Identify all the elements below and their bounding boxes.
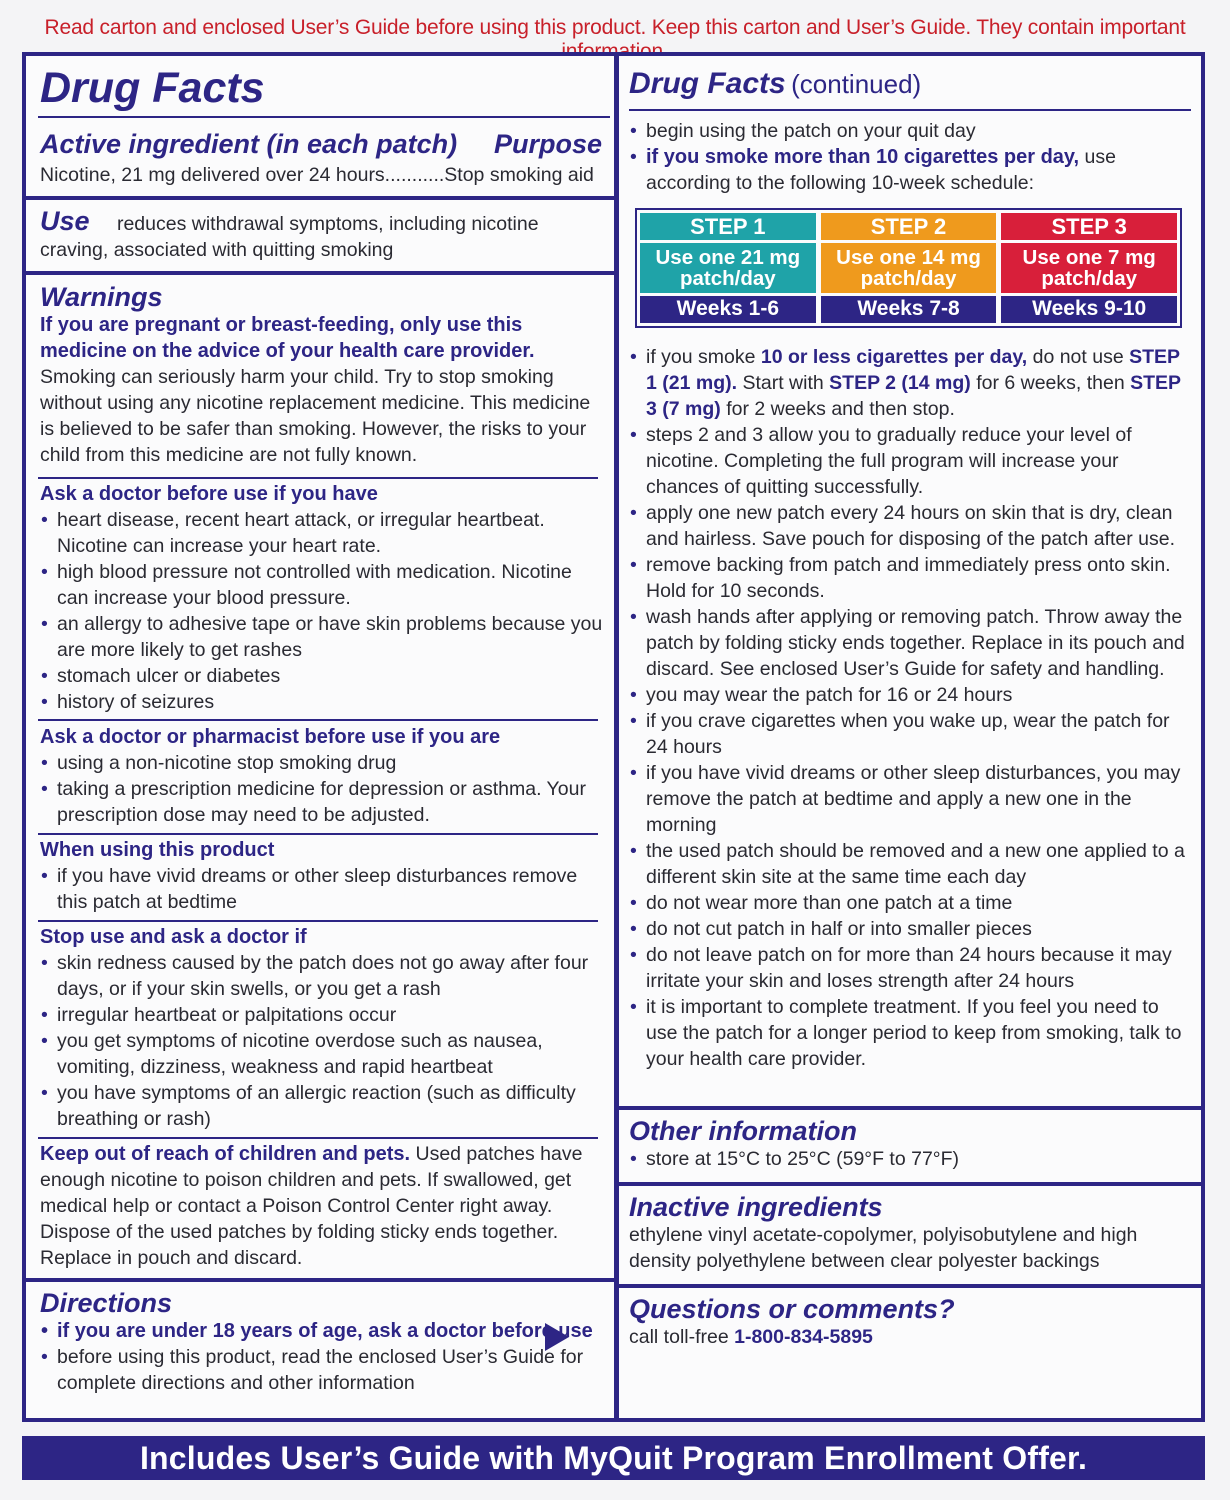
list-item: • if you have vivid dreams or other sleep disturbances, you may remove the patch at bedtime and apply a new one in the morning bbox=[629, 760, 1191, 838]
ask-doctor-title: Ask a doctor before use if you have bbox=[40, 483, 378, 505]
list-item: • you have symptoms of an allergic reaction (such as difficulty breathing or rash) bbox=[40, 1080, 606, 1132]
list-item bbox=[629, 144, 1189, 196]
list-item: • using a non-nicotine stop smoking drug bbox=[40, 750, 606, 776]
directions-continued-list bbox=[629, 344, 1191, 1072]
directions-section bbox=[40, 1288, 606, 1396]
list-item: • history of seizures bbox=[40, 689, 606, 715]
stop-use-section bbox=[40, 924, 606, 1132]
step-schedule-table bbox=[635, 208, 1182, 328]
list-item: • skin redness caused by the patch does not go away after four days, or if your skin swells, or you get a rash bbox=[40, 950, 606, 1002]
list-item: • do not leave patch on for more than 24 hours because it may irritate your skin and loses strength after 24 hours bbox=[629, 942, 1191, 994]
section-rule bbox=[26, 271, 616, 275]
use-text: reduces withdrawal symptoms, including nicotine craving, associated with quitting smoking bbox=[40, 213, 539, 261]
inactive-ingredients-title: Inactive ingredients bbox=[629, 1192, 883, 1222]
list-item: • if you have vivid dreams or other sleep disturbances remove this patch at bedtime bbox=[40, 863, 606, 915]
ask-pharmacist-title: Ask a doctor or pharmacist before use if you are bbox=[40, 726, 501, 748]
use-section bbox=[40, 206, 600, 263]
list-item: • you get symptoms of nicotine overdose such as nausea, vomiting, dizziness, weakness and rapid heartbeat bbox=[40, 1028, 606, 1080]
list-item: • heart disease, recent heart attack, or irregular heartbeat. Nicotine can increase your heart rate. bbox=[40, 507, 606, 559]
section-rule bbox=[26, 1278, 616, 1282]
active-ingredient-line: Nicotine, 21 mg delivered over 24 hours...........Stop smoking aid bbox=[40, 164, 594, 186]
keep-out-text: Used patches have enough nicotine to poison children and pets. If swallowed, get medical help or contact a Poison Control Center right away. Dispose of the used patches by folding sticky ends together. Replace in pouch and discard. bbox=[40, 1143, 583, 1269]
pregnant-warning: If you are pregnant or breast-feeding, only use this medicine on the advice of your health care provider. bbox=[40, 314, 535, 362]
questions-section bbox=[629, 1294, 1191, 1350]
questions-title: Questions or comments? bbox=[629, 1294, 955, 1324]
section-rule bbox=[619, 1106, 1201, 1110]
intro-list bbox=[629, 118, 1189, 196]
step-1-label: STEP 1 bbox=[640, 213, 816, 240]
list-item: • do not wear more than one patch at a time bbox=[629, 890, 1191, 916]
pregnant-text: Smoking can seriously harm your child. Try to stop smoking without using any nicotine replacement medicine. This medicine is believed to be safer than smoking. However, the risks to your child from this medicine are not fully known. bbox=[40, 366, 591, 466]
top-notice: Read carton and enclosed User’s Guide before using this product. Keep this carton and User’s Guide. They contain important bbox=[44, 16, 1186, 39]
step-2-dose: Use one 14 mg patch/day bbox=[821, 243, 997, 292]
list-item: • apply one new patch every 24 hours on skin that is dry, clean and hairless. Save pouch for disposing of the patch after use. bbox=[629, 500, 1191, 552]
subsection-rule bbox=[38, 833, 598, 835]
inactive-ingredients-section bbox=[629, 1192, 1191, 1274]
list-item: • wash hands after applying or removing patch. Throw away the patch by folding sticky ends together. Replace in its pouch and discard. See enclosed User’s Guide for safety and handling. bbox=[629, 604, 1191, 682]
list-item: • store at 15°C to 25°C (59°F to 77°F) bbox=[629, 1146, 1191, 1172]
questions-line: call toll-free 1-800-834-5895 bbox=[629, 1326, 873, 1348]
other-information-section bbox=[629, 1116, 1191, 1172]
list-item: • begin using the patch on your quit day bbox=[629, 118, 1189, 144]
step-1-weeks: Weeks 1-6 bbox=[640, 296, 816, 323]
right-column bbox=[619, 56, 1201, 1418]
list-item: • high blood pressure not controlled with medication. Nicotine can increase your blood pressure. bbox=[40, 559, 606, 611]
list-item: • if you crave cigarettes when you wake up, wear the patch for 24 hours bbox=[629, 708, 1191, 760]
title-rule bbox=[629, 109, 1191, 111]
more-than-10-bold: if you smoke more than 10 cigarettes per day, bbox=[646, 146, 1080, 168]
subsection-rule bbox=[38, 1137, 598, 1139]
list-item: • an allergy to adhesive tape or have skin problems because you are more likely to get rashes bbox=[40, 611, 606, 663]
drug-facts-continued-title: Drug Facts bbox=[629, 67, 786, 100]
title-rule bbox=[38, 116, 610, 118]
section-rule bbox=[619, 1284, 1201, 1288]
warnings-title: Warnings bbox=[40, 282, 163, 312]
list-item: • taking a prescription medicine for depression or asthma. Your prescription dose may need to be adjusted. bbox=[40, 776, 606, 828]
ask-doctor-section bbox=[40, 481, 606, 715]
continued-label: (continued) bbox=[791, 69, 922, 99]
purpose-heading: Purpose bbox=[493, 129, 602, 159]
continue-arrow-icon bbox=[545, 1323, 569, 1351]
keep-out-section bbox=[40, 1141, 606, 1271]
list-item: • if you smoke 10 or less cigarettes per day, do not use STEP 1 (21 mg). Start with STEP 2 (14 mg) for 6 weeks, then STEP 3 (7 mg) for 2 weeks and then stop. bbox=[629, 344, 1191, 422]
list-item: • steps 2 and 3 allow you to gradually reduce your level of nicotine. Completing the full program will increase your chances of quitting successfully. bbox=[629, 422, 1191, 500]
step-2-label: STEP 2 bbox=[821, 213, 997, 240]
drug-facts-panel bbox=[22, 52, 1205, 1422]
warnings-section bbox=[40, 282, 606, 468]
list-item: • irregular heartbeat or palpitations occur bbox=[40, 1002, 606, 1028]
subsection-rule bbox=[38, 920, 598, 922]
users-guide-banner: Includes User’s Guide with MyQuit Program Enrollment Offer. bbox=[22, 1436, 1205, 1480]
when-using-section bbox=[40, 837, 606, 915]
subsection-rule bbox=[38, 477, 598, 479]
ask-pharmacist-section bbox=[40, 724, 606, 828]
list-item: • the used patch should be removed and a new one applied to a different skin site at the same time each day bbox=[629, 838, 1191, 890]
list-item: • you may wear the patch for 16 or 24 hours bbox=[629, 682, 1191, 708]
stop-use-title: Stop use and ask a doctor if bbox=[40, 926, 307, 948]
list-item: • before using this product, read the enclosed User’s Guide for complete directions and other information bbox=[40, 1344, 606, 1396]
step-3-dose: Use one 7 mg patch/day bbox=[1001, 243, 1177, 292]
step-2-column bbox=[821, 213, 997, 323]
list-item: • it is important to complete treatment. If you feel you need to use the patch for a longer period to keep from smoking, talk to your health care provider. bbox=[629, 994, 1191, 1072]
when-using-title: When using this product bbox=[40, 839, 275, 861]
other-information-title: Other information bbox=[629, 1116, 857, 1146]
use-title: Use bbox=[40, 206, 90, 236]
step-3-column bbox=[1001, 213, 1177, 323]
keep-out-bold: Keep out of reach of children and pets. bbox=[40, 1143, 411, 1165]
continued-title bbox=[629, 68, 1189, 100]
more-than-10-text: use according to the following 10-week schedule: bbox=[646, 146, 1116, 194]
inactive-ingredients-text: ethylene vinyl acetate-copolymer, polyisobutylene and high density polyethylene between clear polyester backings bbox=[629, 1224, 1138, 1272]
toll-free-number[interactable]: 1-800-834-5895 bbox=[734, 1326, 873, 1348]
drug-facts-title: Drug Facts bbox=[40, 64, 265, 112]
step-2-weeks: Weeks 7-8 bbox=[821, 296, 997, 323]
list-item: • if you are under 18 years of age, ask a doctor before use bbox=[40, 1318, 606, 1344]
list-item: • stomach ulcer or diabetes bbox=[40, 663, 606, 689]
step-1-column bbox=[640, 213, 816, 323]
directions-title: Directions bbox=[40, 1288, 173, 1318]
step-3-label: STEP 3 bbox=[1001, 213, 1177, 240]
step-3-weeks: Weeks 9-10 bbox=[1001, 296, 1177, 323]
active-ingredient-heading: Active ingredient (in each patch) bbox=[40, 129, 458, 159]
list-item: • remove backing from patch and immediately press onto skin. Hold for 10 seconds. bbox=[629, 552, 1191, 604]
list-item: • do not cut patch in half or into smaller pieces bbox=[629, 916, 1191, 942]
section-rule bbox=[619, 1182, 1201, 1186]
section-rule bbox=[26, 196, 616, 200]
left-column bbox=[26, 56, 616, 1418]
subsection-rule bbox=[38, 719, 598, 721]
step-1-dose: Use one 21 mg patch/day bbox=[640, 243, 816, 292]
